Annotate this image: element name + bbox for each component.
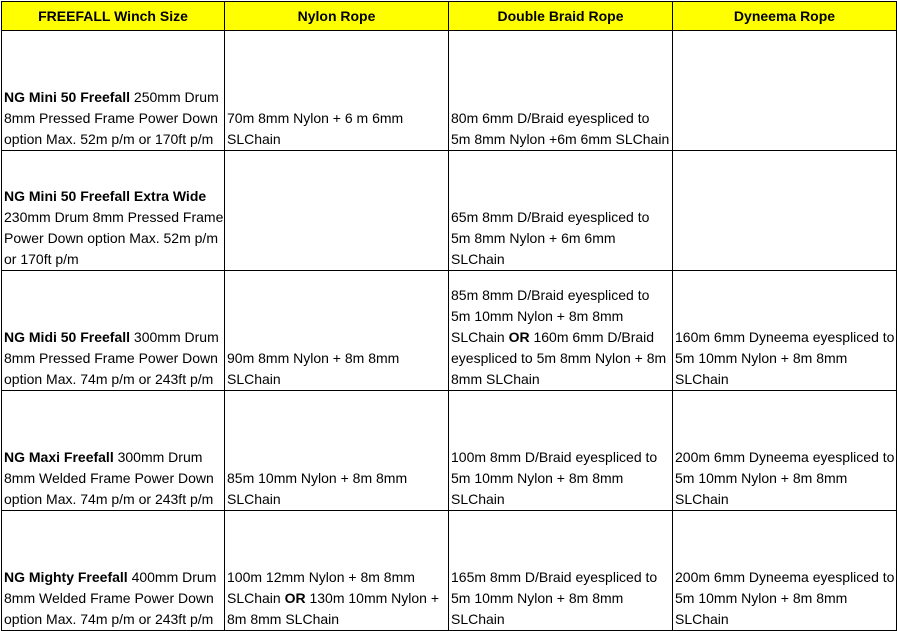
winch-model: NG Mini 50 Freefall Extra Wide — [4, 188, 207, 204]
winch-spec: 400mm Drum 8mm Welded Frame Power Down option Max. 74m p/m or 243ft p/m — [4, 569, 217, 627]
winch-size-cell — [2, 271, 225, 391]
dyneema-cell: 160m 6mm Dyneema eyespliced to 5m 10mm Nylon + 8m 8mm SLChain — [673, 271, 897, 391]
dyneema-cell: 200m 6mm Dyneema eyespliced to 5m 10mm Nylon + 8m 8mm SLChain — [673, 391, 897, 511]
winch-model: NG Mini 50 Freefall — [4, 89, 131, 105]
dyneema-cell — [673, 31, 897, 151]
header-double-braid-rope: Double Braid Rope — [449, 2, 673, 31]
nylon-cell — [225, 511, 449, 631]
dyneema-cell: 200m 6mm Dyneema eyespliced to 5m 10mm Nylon + 8m 8mm SLChain — [673, 511, 897, 631]
header-dyneema-rope: Dyneema Rope — [673, 2, 897, 31]
or-separator: OR — [508, 329, 530, 345]
or-separator: OR — [284, 590, 306, 606]
winch-model: NG Mighty Freefall — [4, 569, 128, 585]
nylon-cell — [225, 151, 449, 271]
winch-size-cell — [2, 391, 225, 511]
double-braid-cell: 100m 8mm D/Braid eyespliced to 5m 10mm Nylon + 8m 8mm SLChain — [449, 391, 673, 511]
nylon-cell: 70m 8mm Nylon + 6 m 6mm SLChain — [225, 31, 449, 151]
double-braid-cell: 80m 6mm D/Braid eyespliced to 5m 8mm Nylon +6m 6mm SLChain — [449, 31, 673, 151]
dyneema-cell — [673, 151, 897, 271]
winch-model: NG Maxi Freefall — [4, 449, 114, 465]
header-nylon-rope: Nylon Rope — [225, 2, 449, 31]
winch-spec: 300mm Drum 8mm Welded Frame Power Down option Max. 74m p/m or 243ft p/m — [4, 449, 214, 507]
nylon-option-a: 100m 12mm Nylon + 8m 8mm SLChain — [227, 569, 415, 606]
table-row — [2, 271, 897, 391]
double-braid-option-b: 160m 6mm D/Braid eyespliced to 5m 8mm Nylon + 8m 8mm SLChain — [451, 329, 667, 387]
winch-spec: 300mm Drum 8mm Pressed Frame Power Down option Max. 74m p/m or 243ft p/m — [4, 329, 219, 387]
nylon-option-b: 130m 10mm Nylon + 8m 8mm SLChain — [227, 590, 440, 627]
table-row — [2, 151, 897, 271]
winch-size-cell — [2, 511, 225, 631]
double-braid-cell: 65m 8mm D/Braid eyespliced to 5m 8mm Nylon + 6m 6mm SLChain — [449, 151, 673, 271]
winch-size-cell — [2, 151, 225, 271]
double-braid-option-a: 85m 8mm D/Braid eyespliced to 5m 10mm Nylon + 8m 8mm SLChain — [451, 287, 650, 345]
winch-size-cell — [2, 31, 225, 151]
winch-spec: 250mm Drum 8mm Pressed Frame Power Down option Max. 52m p/m or 170ft p/m — [4, 89, 219, 147]
winch-rope-table — [1, 1, 897, 631]
table-row — [2, 31, 897, 151]
winch-model: NG Midi 50 Freefall — [4, 329, 131, 345]
table-row — [2, 391, 897, 511]
winch-spec: 230mm Drum 8mm Pressed Frame Power Down option Max. 52m p/m or 170ft p/m — [4, 209, 224, 267]
double-braid-cell — [449, 271, 673, 391]
nylon-cell: 85m 10mm Nylon + 8m 8mm SLChain — [225, 391, 449, 511]
table-row — [2, 511, 897, 631]
header-row — [2, 2, 897, 31]
header-winch-size: FREEFALL Winch Size — [2, 2, 225, 31]
nylon-cell: 90m 8mm Nylon + 8m 8mm SLChain — [225, 271, 449, 391]
double-braid-cell: 165m 8mm D/Braid eyespliced to 5m 10mm Nylon + 8m 8mm SLChain — [449, 511, 673, 631]
